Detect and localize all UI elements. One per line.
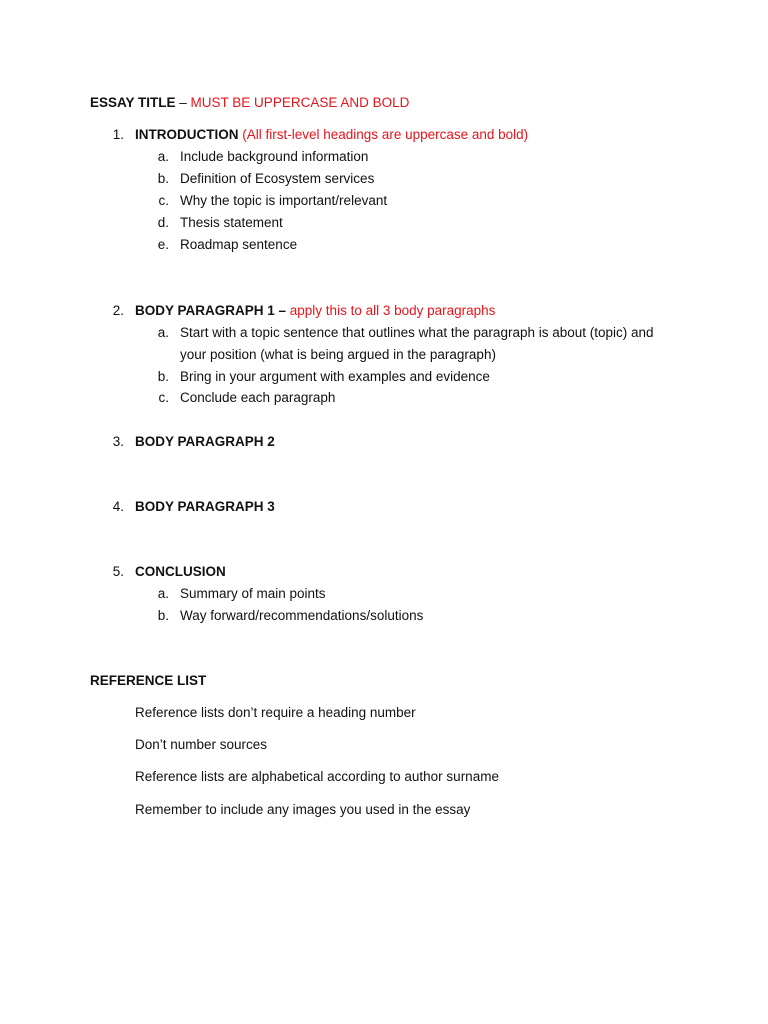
- section-heading: CONCLUSION: [135, 564, 226, 579]
- list-item-letter: c.: [158, 390, 169, 405]
- list-item-text: Conclude each paragraph: [180, 390, 336, 405]
- list-item-text: Bring in your argument with examples and evidence: [180, 369, 490, 384]
- list-item-letter: b.: [157, 369, 169, 384]
- list-item-letter: b.: [157, 608, 169, 623]
- list-item-letter: c.: [158, 193, 169, 208]
- reference-note: Remember to include any images you used in the essay: [135, 802, 471, 817]
- essay-title-note: MUST BE UPPERCASE AND BOLD: [190, 95, 410, 110]
- list-item-text: Way forward/recommendations/solutions: [180, 608, 424, 623]
- list-item-text: Include background information: [180, 149, 369, 164]
- essay-title-line: [90, 94, 409, 112]
- reference-note: Reference lists don’t require a heading number: [135, 705, 416, 720]
- list-item-text: Start with a topic sentence that outlines what the paragraph is about (topic) and your position (what is being argued in the paragraph): [180, 325, 654, 362]
- list-item-text: Summary of main points: [180, 586, 326, 601]
- section-heading: BODY PARAGRAPH 1 –: [135, 303, 287, 318]
- list-item-text: Definition of Ecosystem services: [180, 171, 375, 186]
- section-note: apply this to all 3 body paragraphs: [286, 303, 496, 318]
- reference-note: Reference lists are alphabetical according to author surname: [135, 769, 499, 784]
- section-heading-line: [135, 126, 528, 144]
- section-note: All first-level headings are uppercase and bold): [246, 127, 529, 142]
- essay-title-label: ESSAY TITLE: [90, 95, 176, 110]
- section-heading: BODY PARAGRAPH 2: [135, 434, 275, 449]
- section-number: 2.: [112, 303, 124, 318]
- list-item-letter: a.: [157, 325, 169, 340]
- section-note-paren: (: [238, 127, 247, 142]
- section-number: 5.: [112, 564, 124, 579]
- list-item-letter: a.: [157, 586, 169, 601]
- list-item-text: Why the topic is important/relevant: [180, 193, 388, 208]
- list-item-letter: a.: [157, 149, 169, 164]
- list-item-text: Roadmap sentence: [180, 237, 298, 252]
- section-heading: INTRODUCTION: [135, 127, 239, 142]
- section-heading: BODY PARAGRAPH 3: [135, 499, 275, 514]
- section-heading-line: [135, 302, 495, 320]
- list-item-text: Thesis statement: [180, 215, 283, 230]
- reference-list-heading: REFERENCE LIST: [90, 673, 207, 688]
- list-item-letter: e.: [157, 237, 169, 252]
- list-item-letter: d.: [157, 215, 169, 230]
- essay-title-dash: –: [175, 95, 191, 110]
- reference-note: Don’t number sources: [135, 737, 268, 752]
- section-number: 4.: [112, 499, 124, 514]
- section-number: 1.: [112, 127, 124, 142]
- list-item-letter: b.: [157, 171, 169, 186]
- section-number: 3.: [112, 434, 124, 449]
